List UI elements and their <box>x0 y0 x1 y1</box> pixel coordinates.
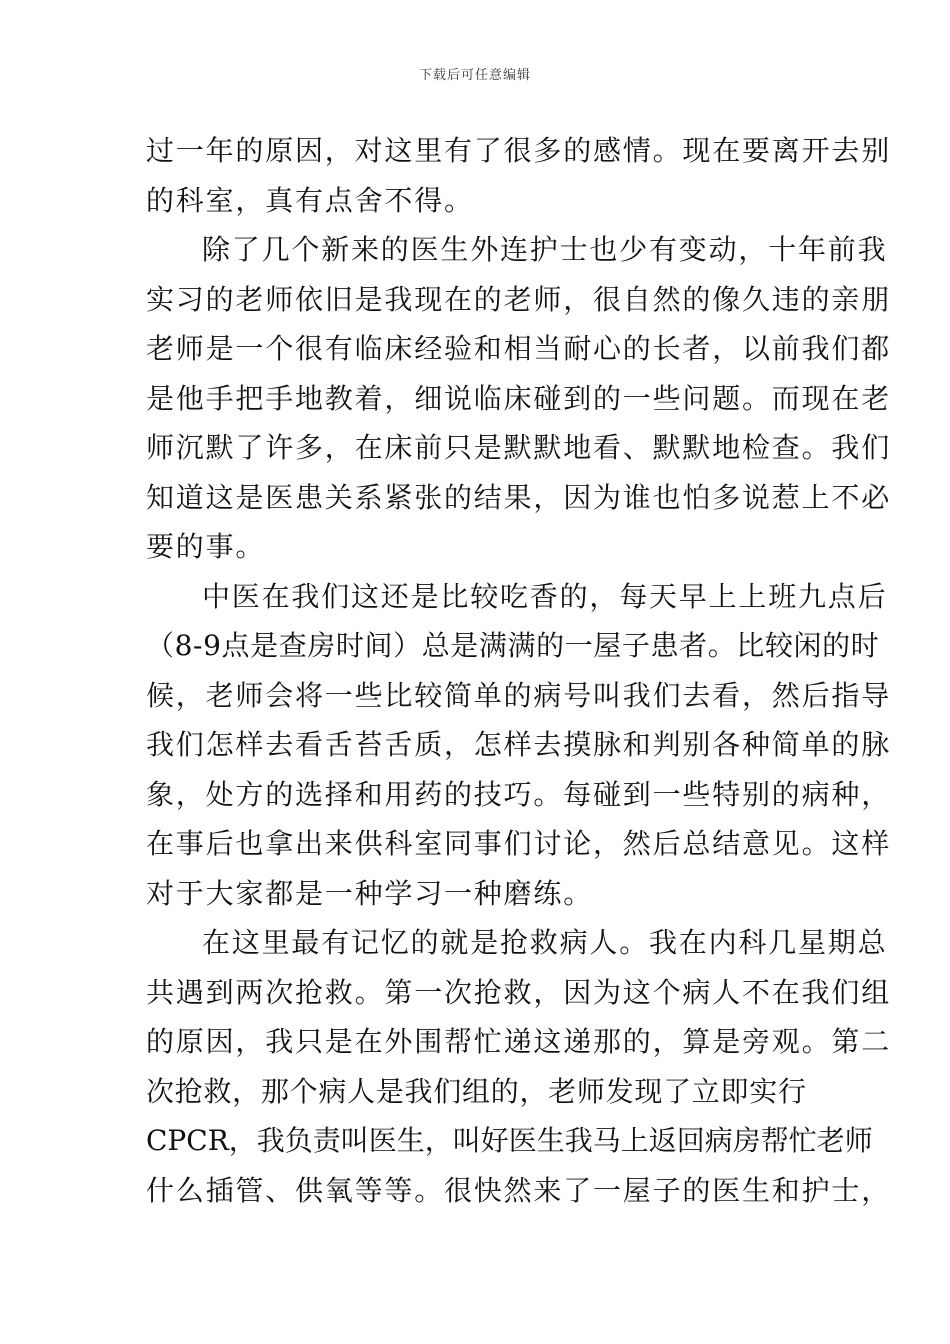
text-line: 要的事。 <box>146 530 266 563</box>
text-line: （8-9点是查房时间）总是满满的一屋子患者。比较闲的时 <box>146 629 880 662</box>
paragraph-first-line: 中医在我们这还是比较吃香的，每天早上上班九点后 <box>202 579 888 613</box>
text-line: 候，老师会将一些比较简单的病号叫我们去看，然后指导 <box>146 678 892 712</box>
text-line: 共遇到两次抢救。第一次抢救，因为这个病人不在我们组 <box>146 975 892 1009</box>
text-line: 师沉默了许多，在床前只是默默地看、默默地检查。我们 <box>146 431 892 464</box>
text-line: 的原因，我只是在外围帮忙递这递那的，算是旁观。第二 <box>146 1025 892 1058</box>
paragraph-first-line: 除了几个新来的医生外连护士也少有变动，十年前我 <box>202 233 888 266</box>
text-line: 象，处方的选择和用药的技巧。每碰到一些特别的病种， <box>146 777 892 811</box>
text-line: 次抢救，那个病人是我们组的，老师发现了立即实行 <box>146 1074 806 1108</box>
text-line: 是他手把手地教着，细说临床碰到的一些问题。而现在老 <box>146 381 892 415</box>
text-line: 我们怎样去看舌苔舌质，怎样去摸脉和判别各种简单的脉 <box>146 728 892 761</box>
text-line: 的科室，真有点舍不得。 <box>146 183 474 217</box>
text-line: 什么插管、供氧等等。很快然来了一屋子的医生和护士， <box>146 1173 892 1207</box>
page-header: 下载后可任意编辑 <box>418 68 531 83</box>
paragraph-first-line: 在这里最有记忆的就是抢救病人。我在内科几星期总 <box>202 926 888 959</box>
text-line: 过一年的原因，对这里有了很多的感情。现在要离开去别 <box>146 134 892 167</box>
text-line: 老师是一个很有临床经验和相当耐心的长者，以前我们都 <box>146 332 892 365</box>
text-line: 在事后也拿出来供科室同事们讨论，然后总结意见。这样 <box>146 827 892 860</box>
text-line: 对于大家都是一种学习一种磨练。 <box>146 876 594 910</box>
text-line: 实习的老师依旧是我现在的老师，很自然的像久违的亲朋 <box>146 282 892 316</box>
text-line: 知道这是医患关系紧张的结果，因为谁也怕多说惹上不必 <box>146 480 892 514</box>
document-body <box>146 126 892 1215</box>
text-line: CPCR，我负责叫医生，叫好医生我马上返回病房帮忙老师 <box>146 1124 873 1157</box>
